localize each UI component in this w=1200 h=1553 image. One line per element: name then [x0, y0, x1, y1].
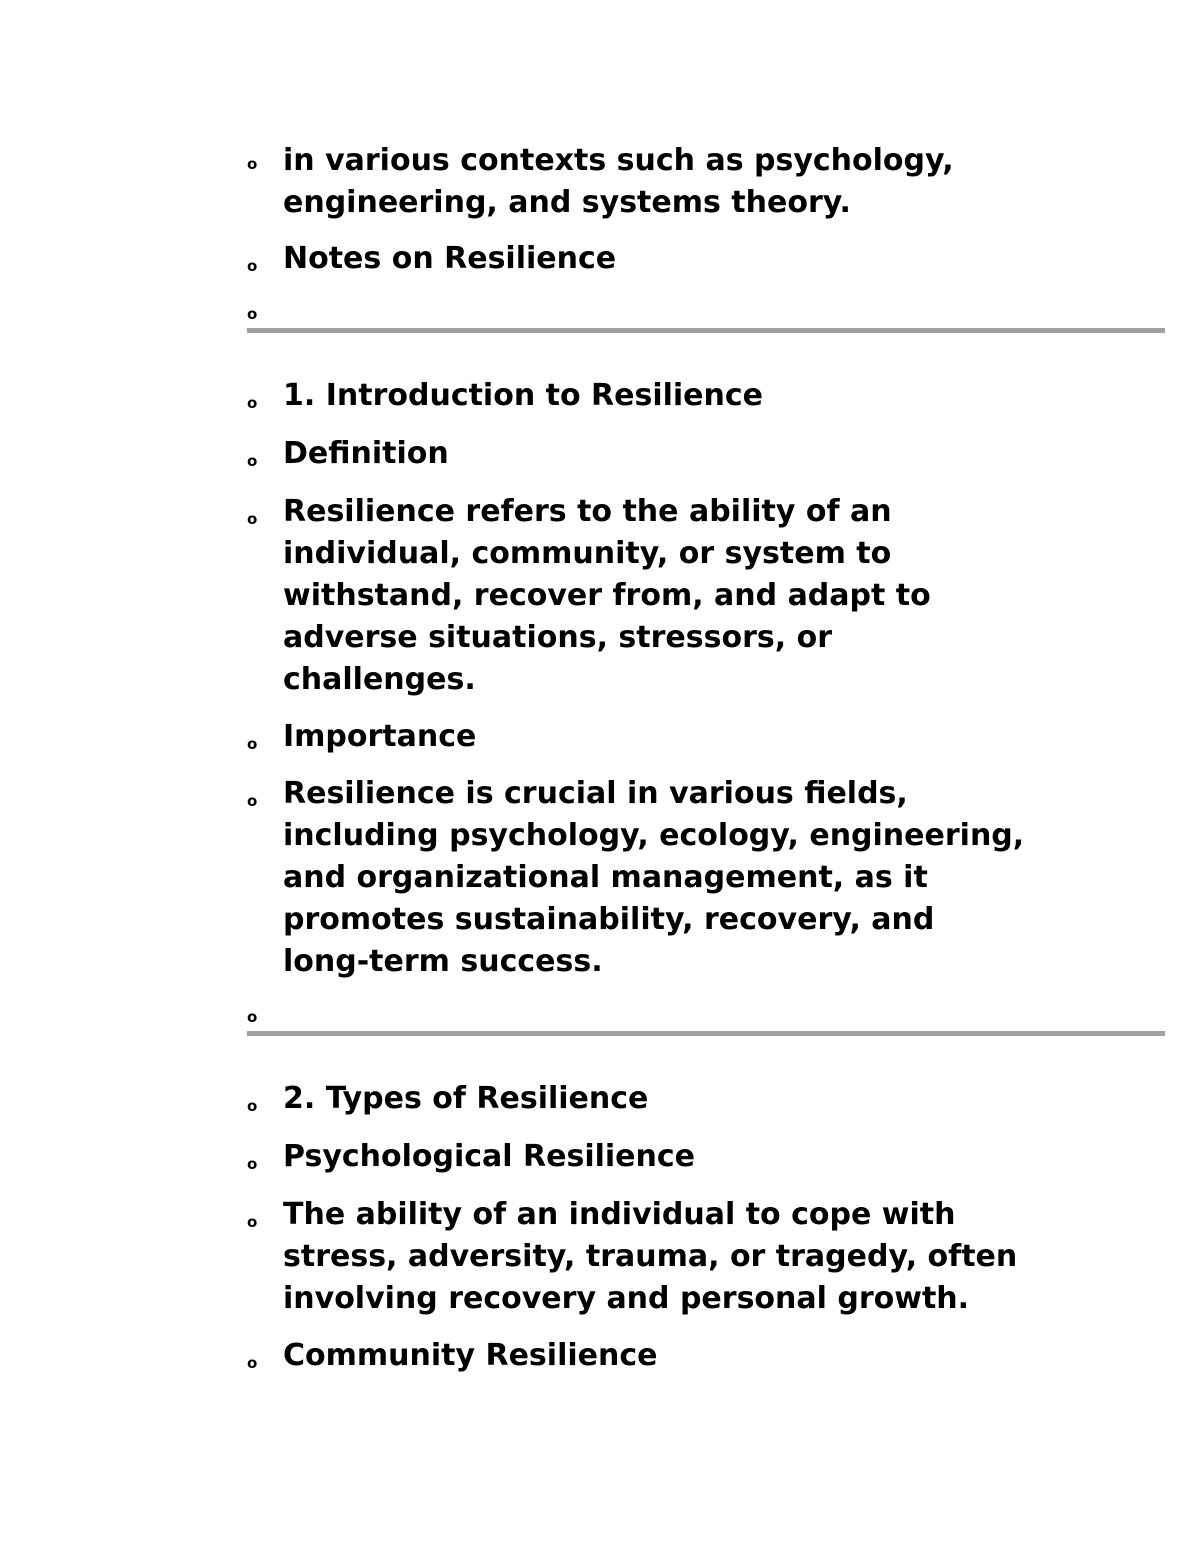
- bullet-icon: o: [247, 735, 258, 753]
- section-heading: Notes on Resilience: [283, 241, 617, 276]
- bullet-icon: o: [247, 792, 258, 810]
- bullet-icon: o: [247, 1097, 258, 1115]
- bullet-icon: o: [247, 1155, 258, 1173]
- bullet-icon: o: [247, 452, 258, 470]
- bullet-icon: o: [247, 510, 258, 528]
- bullet-icon: o: [247, 1354, 258, 1372]
- list-item-text: in various contexts such as psychology, engineering, and systems theory.: [283, 143, 954, 220]
- subheading: Community Resilience: [283, 1338, 658, 1373]
- bullet-icon: o: [247, 155, 258, 173]
- horizontal-rule: [247, 328, 1165, 333]
- list-item-text: The ability of an individual to cope with stress, adversity, trauma, or tragedy, often involving recovery and personal growth.: [283, 1197, 1018, 1316]
- horizontal-rule: [247, 1031, 1165, 1036]
- bullet-icon: o: [247, 257, 258, 275]
- bullet-icon: o: [247, 1213, 258, 1231]
- section-heading: 1. Introduction to Resilience: [283, 378, 764, 413]
- section-heading: 2. Types of Resilience: [283, 1081, 649, 1116]
- bullet-icon: o: [247, 305, 258, 323]
- subheading: Definition: [283, 436, 449, 471]
- subheading: Psychological Resilience: [283, 1139, 696, 1174]
- bullet-icon: o: [247, 394, 258, 412]
- bullet-icon: o: [247, 1008, 258, 1026]
- list-item-text: Resilience refers to the ability of an individual, community, or system to withstand, recover from, and adapt to adverse situations, stressors, or challenges.: [283, 494, 931, 697]
- list-item-text: Resilience is crucial in various fields, including psychology, ecology, engineering, and organizational management, as it promotes sustainability, recovery, and long-term success.: [283, 776, 1025, 979]
- subheading: Importance: [283, 719, 477, 754]
